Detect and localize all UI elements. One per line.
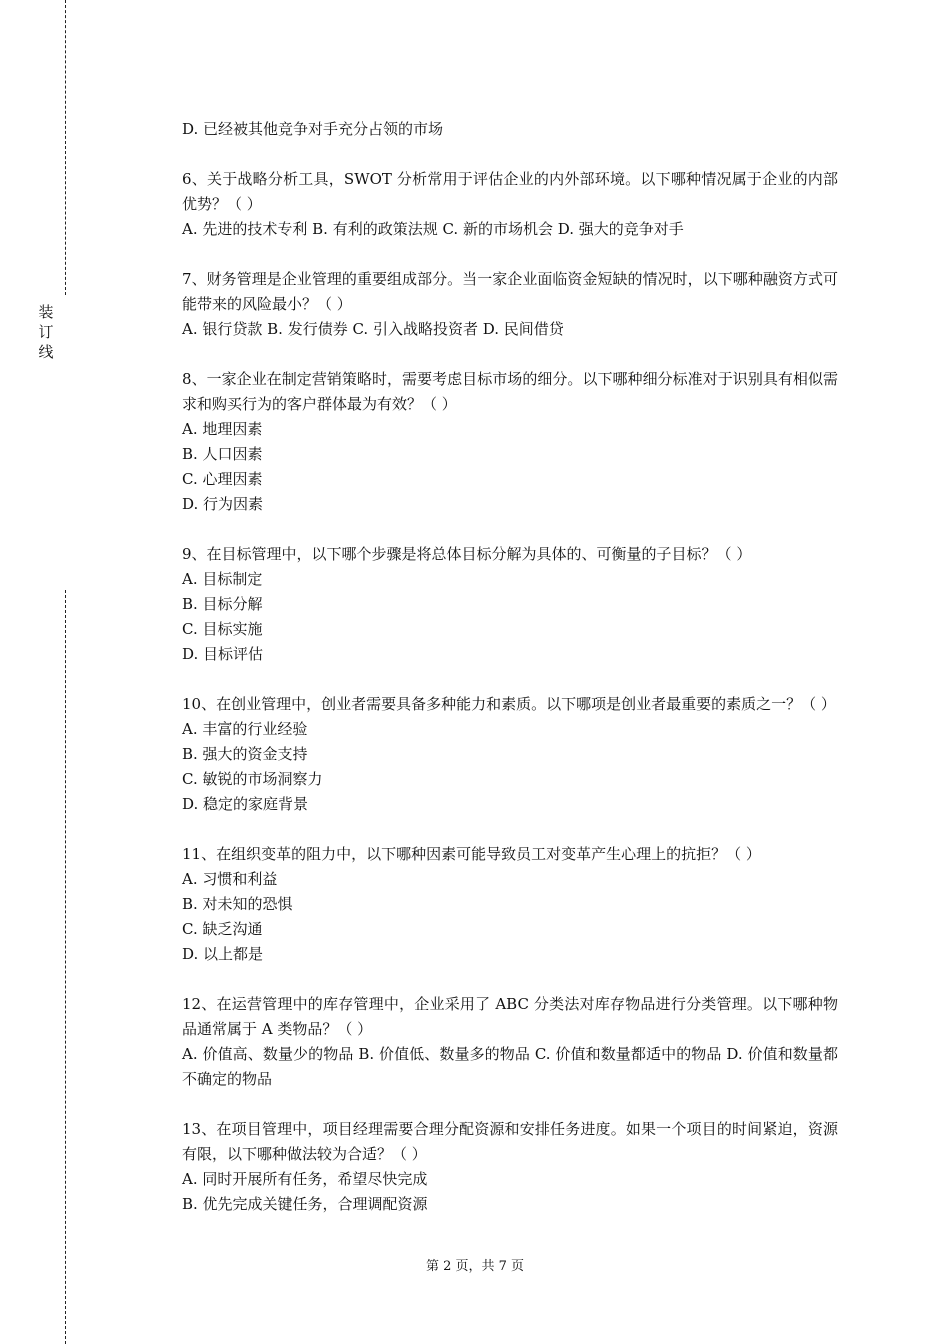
option-c: C. 敏锐的市场洞察力	[182, 770, 323, 788]
question-6	[182, 167, 838, 242]
option-line: A. 银行贷款 B. 发行债券 C. 引入战略投资者 D. 民间借贷	[182, 320, 564, 338]
binding-dashed-line-top	[65, 0, 66, 295]
binding-char: 装	[38, 303, 54, 321]
question-stem: 9、在目标管理中，以下哪个步骤是将总体目标分解为具体的、可衡量的子目标？（ ）	[182, 545, 752, 563]
binding-dashed-line-bottom	[65, 590, 66, 1344]
option-a: A. 地理因素	[182, 420, 263, 438]
question-11	[182, 842, 838, 967]
option-c: C. 目标实施	[182, 620, 263, 638]
option-c: C. 缺乏沟通	[182, 920, 263, 938]
binding-char: 订	[38, 323, 54, 341]
question-stem: 7、财务管理是企业管理的重要组成部分。当一家企业面临资金短缺的情况时，以下哪种融资方式可能带来的风险最小？（ ）	[182, 270, 838, 313]
question-13	[182, 1117, 838, 1217]
option-a: A. 同时开展所有任务，希望尽快完成	[182, 1170, 428, 1188]
question-8	[182, 367, 838, 517]
binding-char: 线	[38, 343, 54, 361]
option-b: B. 优先完成关键任务，合理调配资源	[182, 1195, 428, 1213]
question-stem: 6、关于战略分析工具，SWOT 分析常用于评估企业的内外部环境。以下哪种情况属于企业的内部优势？（ ）	[182, 170, 838, 213]
option-d: D. 目标评估	[182, 645, 264, 663]
option-b: B. 强大的资金支持	[182, 745, 308, 763]
option-c: C. 心理因素	[182, 470, 263, 488]
question-stem: 13、在项目管理中，项目经理需要合理分配资源和安排任务进度。如果一个项目的时间紧迫，资源有限，以下哪种做法较为合适？（ ）	[182, 1120, 838, 1163]
option-d: D. 行为因素	[182, 495, 264, 513]
option-d: D. 已经被其他竞争对手充分占领的市场	[182, 120, 444, 138]
question-stem: 8、一家企业在制定营销策略时，需要考虑目标市场的细分。以下哪种细分标准对于识别具有相似需求和购买行为的客户群体最为有效？（ ）	[182, 370, 838, 413]
option-line: A. 价值高、数量少的物品 B. 价值低、数量多的物品 C. 价值和数量都适中的物品 D. 价值和数量都不确定的物品	[182, 1045, 838, 1088]
option-a: A. 丰富的行业经验	[182, 720, 308, 738]
option-d: D. 稳定的家庭背景	[182, 795, 309, 813]
question-9	[182, 542, 838, 667]
question-stem: 11、在组织变革的阻力中，以下哪种因素可能导致员工对变革产生心理上的抗拒？（ ）	[182, 845, 761, 863]
question-5-tail	[182, 117, 838, 142]
option-line: A. 先进的技术专利 B. 有利的政策法规 C. 新的市场机会 D. 强大的竞争对手	[182, 220, 684, 238]
question-stem: 10、在创业管理中，创业者需要具备多种能力和素质。以下哪项是创业者最重要的素质之一？（ ）	[182, 695, 836, 713]
page-footer: 第 2 页，共 7 页	[425, 1259, 525, 1274]
question-list	[182, 117, 838, 1242]
option-a: A. 目标制定	[182, 570, 263, 588]
option-a: A. 习惯和利益	[182, 870, 278, 888]
question-10	[182, 692, 838, 817]
option-d: D. 以上都是	[182, 945, 264, 963]
option-b: B. 目标分解	[182, 595, 263, 613]
option-b: B. 对未知的恐惧	[182, 895, 293, 913]
option-b: B. 人口因素	[182, 445, 263, 463]
question-12	[182, 992, 838, 1092]
question-7	[182, 267, 838, 342]
binding-label	[36, 302, 56, 362]
question-stem: 12、在运营管理中的库存管理中，企业采用了 ABC 分类法对库存物品进行分类管理。以下哪种物品通常属于 A 类物品？（ ）	[182, 995, 838, 1038]
